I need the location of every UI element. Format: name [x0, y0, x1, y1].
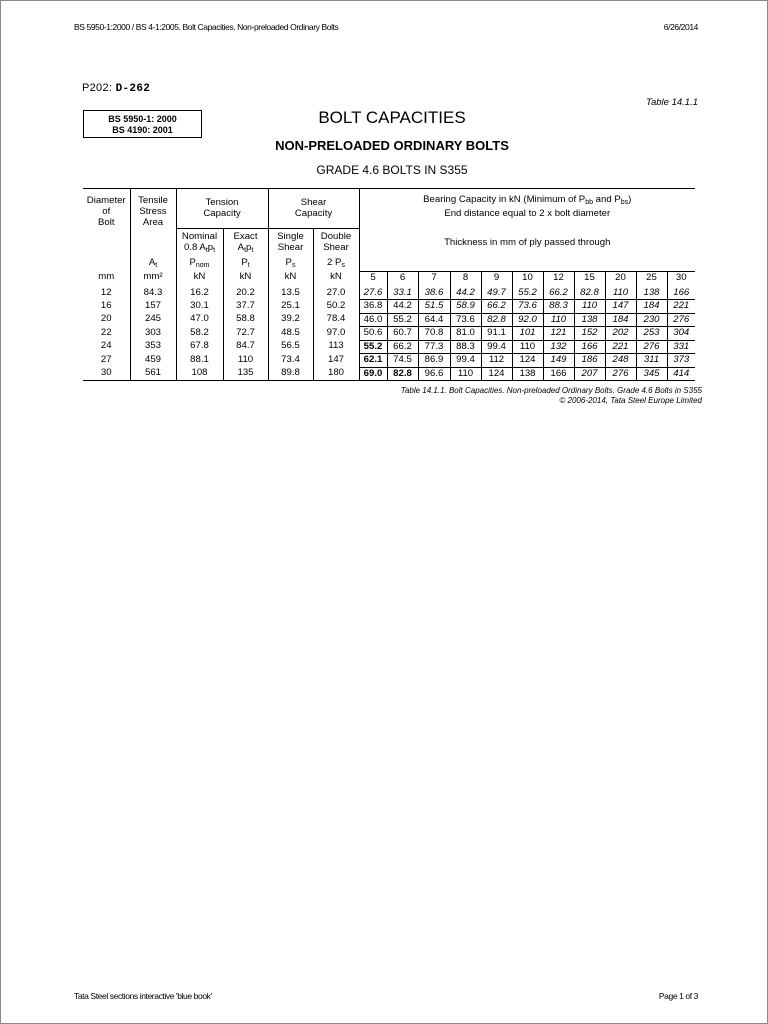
cell-tension-exact: 37.7 [223, 300, 268, 314]
cell-shear-double: 113 [313, 340, 359, 354]
cell-bearing: 60.7 [387, 327, 418, 341]
header-diameter-line3: Bolt [97, 217, 115, 228]
cell-area: 561 [130, 367, 176, 381]
cell-diameter: 24 [100, 340, 112, 351]
cell-bearing: 345 [636, 367, 667, 381]
thickness-col: 10 [512, 271, 543, 285]
symbol-ps [268, 257, 313, 271]
header-single-line1: Single [277, 230, 304, 242]
cell-tension-nominal: 58.2 [176, 327, 223, 341]
thickness-col: 6 [387, 271, 418, 285]
cell-bearing: 248 [605, 354, 636, 368]
cell-bearing: 207 [574, 367, 605, 381]
cell-shear-double: 50.2 [313, 300, 359, 314]
cell-bearing: 221 [667, 300, 695, 314]
bearing-close: ) [628, 194, 632, 205]
cell-bearing: 110 [543, 313, 574, 327]
cell-bearing: 253 [636, 327, 667, 341]
cell-bearing: 184 [605, 313, 636, 327]
nominal-a: 0.8 A [183, 241, 206, 253]
cell-shear-double: 78.4 [313, 313, 359, 327]
table-row [83, 354, 695, 368]
cell-bearing: 152 [574, 327, 605, 341]
thickness-col: 7 [418, 271, 450, 285]
cell-bearing: 49.7 [481, 285, 512, 300]
cell-tension-exact: 110 [223, 354, 268, 368]
thickness-col: 8 [450, 271, 481, 285]
symbol-pt-letter: P [241, 257, 248, 268]
header-nominal-line2 [177, 242, 223, 256]
cell-bearing: 27.6 [359, 285, 387, 300]
print-header-title: BS 5950-1:2000 / BS 4-1:2005. Bolt Capacities. Non-preloaded Ordinary Bolts [74, 22, 339, 32]
header-nominal-line1: Nominal [181, 230, 218, 242]
print-header-date: 6/26/2014 [663, 22, 698, 32]
cell-bearing: 62.1 [359, 354, 387, 368]
cell-bearing: 88.3 [543, 300, 574, 314]
cell-bearing: 221 [605, 340, 636, 354]
unit-mm2: mm² [130, 271, 176, 285]
caption-line2: © 2006-2014, Tata Steel Europe Limited [559, 396, 702, 405]
cell-bearing: 44.2 [387, 300, 418, 314]
table-number: Table 14.1.1 [646, 97, 698, 108]
cell-diameter: 27 [100, 353, 112, 365]
cell-bearing: 88.3 [450, 340, 481, 354]
cell-tension-nominal: 67.8 [176, 340, 223, 354]
bearing-sub-bb: bb [585, 199, 594, 206]
unit-kn: kN [223, 271, 268, 285]
symbol-at-letter: A [148, 257, 156, 268]
cell-bearing: 166 [667, 285, 695, 300]
blank-cell [130, 228, 176, 257]
cell-shear-single: 56.5 [268, 340, 313, 354]
cell-bearing: 110 [512, 340, 543, 354]
print-footer-source: Tata Steel sections interactive 'blue book' [74, 991, 212, 1001]
header-double-shear [313, 228, 359, 257]
cell-bearing: 276 [667, 313, 695, 327]
cell-bearing: 110 [574, 300, 605, 314]
thickness-caption: Thickness in mm of ply passed through [444, 237, 611, 248]
header-single-line2: Shear [277, 241, 304, 253]
header-tensile-line1: Tensile [138, 195, 168, 206]
bearing-title-line1 [360, 194, 696, 208]
cell-bearing: 77.3 [418, 340, 450, 354]
grade-title: GRADE 4.6 BOLTS IN S355 [316, 163, 468, 177]
thickness-col: 12 [543, 271, 574, 285]
print-footer-page: Page 1 of 3 [658, 991, 698, 1001]
cell-bearing: 55.2 [359, 340, 387, 354]
cell-shear-double: 180 [313, 367, 359, 381]
cell-bearing: 92.0 [512, 313, 543, 327]
cell-area: 84.3 [130, 285, 176, 300]
cell-bearing: 69.0 [359, 367, 387, 381]
cell-shear-single: 89.8 [268, 367, 313, 381]
thickness-col: 25 [636, 271, 667, 285]
cell-diameter: 22 [100, 326, 112, 338]
nominal-sub-t: t [205, 246, 208, 254]
cell-bearing: 121 [543, 327, 574, 341]
cell-tension-exact: 135 [223, 367, 268, 381]
reference-label: P202: [82, 82, 116, 94]
cell-bearing: 101 [512, 327, 543, 341]
page-title: BOLT CAPACITIES [318, 108, 466, 127]
standards-box [83, 110, 202, 138]
header-tensile [130, 189, 176, 229]
cell-bearing: 81.0 [450, 327, 481, 341]
reference-code: D-262 [115, 83, 151, 95]
cell-bearing: 132 [543, 340, 574, 354]
header-tensile-line2: Stress [139, 206, 167, 217]
header-exact-line2 [224, 242, 268, 256]
table-row [83, 327, 695, 341]
cell-bearing: 110 [605, 285, 636, 300]
unit-kn: kN [268, 271, 313, 285]
cell-diameter: 12 [100, 286, 112, 298]
cell-tension-nominal: 88.1 [176, 354, 223, 368]
symbol-at [130, 257, 176, 271]
table-row [83, 340, 695, 354]
cell-bearing: 66.2 [543, 285, 574, 300]
cell-diameter: 16 [100, 299, 112, 311]
symbol-pnom-letter: P [189, 257, 196, 268]
cell-bearing: 99.4 [481, 340, 512, 354]
cell-shear-double: 97.0 [313, 327, 359, 341]
cell-bearing: 331 [667, 340, 695, 354]
cell-bearing: 66.2 [387, 340, 418, 354]
thickness-col: 5 [359, 271, 387, 285]
exact-sub-t: t [244, 246, 247, 254]
cell-bearing: 82.8 [481, 313, 512, 327]
bearing-title-text: Bearing Capacity in kN (Minimum of P [423, 194, 586, 205]
cell-bearing: 138 [512, 367, 543, 381]
header-tension-line2: Capacity [203, 208, 241, 219]
cell-bearing: 147 [605, 300, 636, 314]
cell-bearing: 124 [481, 367, 512, 381]
header-bearing-capacity [359, 189, 695, 258]
page-subtitle: NON-PRELOADED ORDINARY BOLTS [275, 138, 509, 153]
header-single-shear [268, 228, 313, 257]
cell-bearing: 82.8 [387, 367, 418, 381]
symbol-ps-letter: P [285, 257, 292, 268]
cell-shear-single: 13.5 [268, 285, 313, 300]
header-shear-line2: Capacity [294, 208, 333, 219]
cell-tension-nominal: 47.0 [176, 313, 223, 327]
standard-2: BS 4190: 2001 [112, 125, 173, 135]
exact-sub-t2: t [251, 246, 254, 254]
cell-bearing: 55.2 [387, 313, 418, 327]
cell-bearing: 66.2 [481, 300, 512, 314]
header-tensile-line3: Area [142, 217, 164, 228]
cell-bearing: 64.4 [418, 313, 450, 327]
cell-bearing: 202 [605, 327, 636, 341]
cell-diameter: 20 [100, 313, 112, 324]
symbol-pnom-sub: nom [195, 262, 210, 269]
cell-bearing: 138 [574, 313, 605, 327]
symbol-pt [223, 257, 268, 271]
cell-bearing: 58.9 [450, 300, 481, 314]
cell-bearing: 33.1 [387, 285, 418, 300]
cell-tension-exact: 72.7 [223, 327, 268, 341]
unit-kn: kN [176, 271, 223, 285]
nominal-sub-t2: t [213, 246, 216, 254]
cell-bearing: 38.6 [418, 285, 450, 300]
bearing-and: and P [593, 194, 621, 205]
bearing-sub-bs: bs [620, 199, 629, 206]
nominal-p: p [207, 241, 214, 253]
cell-diameter: 30 [83, 367, 130, 381]
cell-bearing: 184 [636, 300, 667, 314]
cell-bearing: 73.6 [512, 300, 543, 314]
cell-bearing: 304 [667, 327, 695, 341]
cell-bearing: 276 [636, 340, 667, 354]
thickness-col: 9 [481, 271, 512, 285]
symbol-ps-sub: s [291, 262, 296, 269]
cell-bearing: 46.0 [359, 313, 387, 327]
symbol-pt-sub: t [247, 262, 250, 269]
cell-bearing: 230 [636, 313, 667, 327]
cell-bearing: 414 [667, 367, 695, 381]
cell-bearing: 74.5 [387, 354, 418, 368]
blank-cell [359, 257, 695, 271]
cell-shear-double: 147 [313, 354, 359, 368]
cell-tension-exact: 58.8 [223, 313, 268, 327]
table-row [83, 285, 695, 300]
cell-tension-nominal: 108 [176, 367, 223, 381]
cell-bearing: 36.8 [359, 300, 387, 314]
cell-bearing: 166 [574, 340, 605, 354]
header-shear-line1: Shear [300, 197, 327, 208]
cell-bearing: 276 [605, 367, 636, 381]
cell-shear-single: 25.1 [268, 300, 313, 314]
cell-tension-nominal: 16.2 [176, 285, 223, 300]
header-diameter-line1: Diameter [86, 195, 126, 206]
cell-bearing: 124 [512, 354, 543, 368]
cell-area: 303 [130, 327, 176, 341]
cell-area: 245 [130, 313, 176, 327]
symbol-2ps-sub: s [341, 262, 345, 269]
header-diameter [83, 189, 130, 229]
cell-bearing: 50.6 [359, 327, 387, 341]
symbol-2ps-letter: 2 P [327, 257, 342, 268]
blank-cell [83, 228, 130, 257]
cell-bearing: 166 [543, 367, 574, 381]
cell-bearing: 138 [636, 285, 667, 300]
header-double-line2: Shear [323, 241, 349, 253]
cell-bearing: 44.2 [450, 285, 481, 300]
thickness-col: 15 [574, 271, 605, 285]
thickness-col: 30 [667, 271, 695, 285]
standard-1: BS 5950-1: 2000 [108, 114, 177, 124]
cell-bearing: 149 [543, 354, 574, 368]
cell-tension-exact: 84.7 [223, 340, 268, 354]
blank-cell [83, 257, 130, 271]
unit-mm: mm [98, 271, 115, 282]
header-diameter-line2: of [102, 206, 111, 217]
thickness-col: 20 [605, 271, 636, 285]
bolt-capacity-table [83, 188, 695, 381]
cell-bearing: 73.6 [450, 313, 481, 327]
cell-shear-double: 27.0 [313, 285, 359, 300]
cell-shear-single: 48.5 [268, 327, 313, 341]
cell-area: 157 [130, 300, 176, 314]
cell-bearing: 70.8 [418, 327, 450, 341]
header-double-line1: Double [320, 230, 352, 242]
cell-bearing: 96.6 [418, 367, 450, 381]
cell-bearing: 110 [450, 367, 481, 381]
cell-bearing: 112 [481, 354, 512, 368]
cell-bearing: 51.5 [418, 300, 450, 314]
cell-tension-nominal: 30.1 [176, 300, 223, 314]
cell-area: 353 [130, 340, 176, 354]
cell-bearing: 86.9 [418, 354, 450, 368]
table-row [83, 300, 695, 314]
unit-kn: kN [313, 271, 359, 285]
cell-bearing: 186 [574, 354, 605, 368]
bearing-title-line2: End distance equal to 2 x bolt diameter [444, 208, 611, 219]
header-nominal [176, 228, 223, 257]
cell-bearing: 82.8 [574, 285, 605, 300]
cell-area: 459 [130, 354, 176, 368]
header-exact [223, 228, 268, 257]
table-body [83, 285, 695, 381]
table-caption [401, 386, 702, 406]
cell-bearing: 91.1 [481, 327, 512, 341]
header-exact-line1: Exact [233, 230, 258, 242]
cell-bearing: 99.4 [450, 354, 481, 368]
cell-tension-exact: 20.2 [223, 285, 268, 300]
exact-p: p [246, 241, 252, 253]
cell-shear-single: 73.4 [268, 354, 313, 368]
cell-shear-single: 39.2 [268, 313, 313, 327]
table-row [83, 367, 695, 381]
symbol-at-sub: t [155, 262, 158, 269]
symbol-pnom [176, 257, 223, 271]
symbol-2ps [313, 257, 359, 271]
caption-line1: Table 14.1.1. Bolt Capacities. Non-preloaded Ordinary Bolts. Grade 4.6 Bolts in S355 [400, 386, 702, 395]
cell-bearing: 311 [636, 354, 667, 368]
header-shear-capacity [268, 189, 359, 229]
header-tension-capacity [176, 189, 268, 229]
cell-bearing: 55.2 [512, 285, 543, 300]
cell-bearing: 373 [667, 354, 695, 368]
exact-a: A [237, 241, 245, 253]
document-reference [82, 82, 150, 95]
table-row [83, 313, 695, 327]
header-tension-line1: Tension [205, 197, 239, 208]
